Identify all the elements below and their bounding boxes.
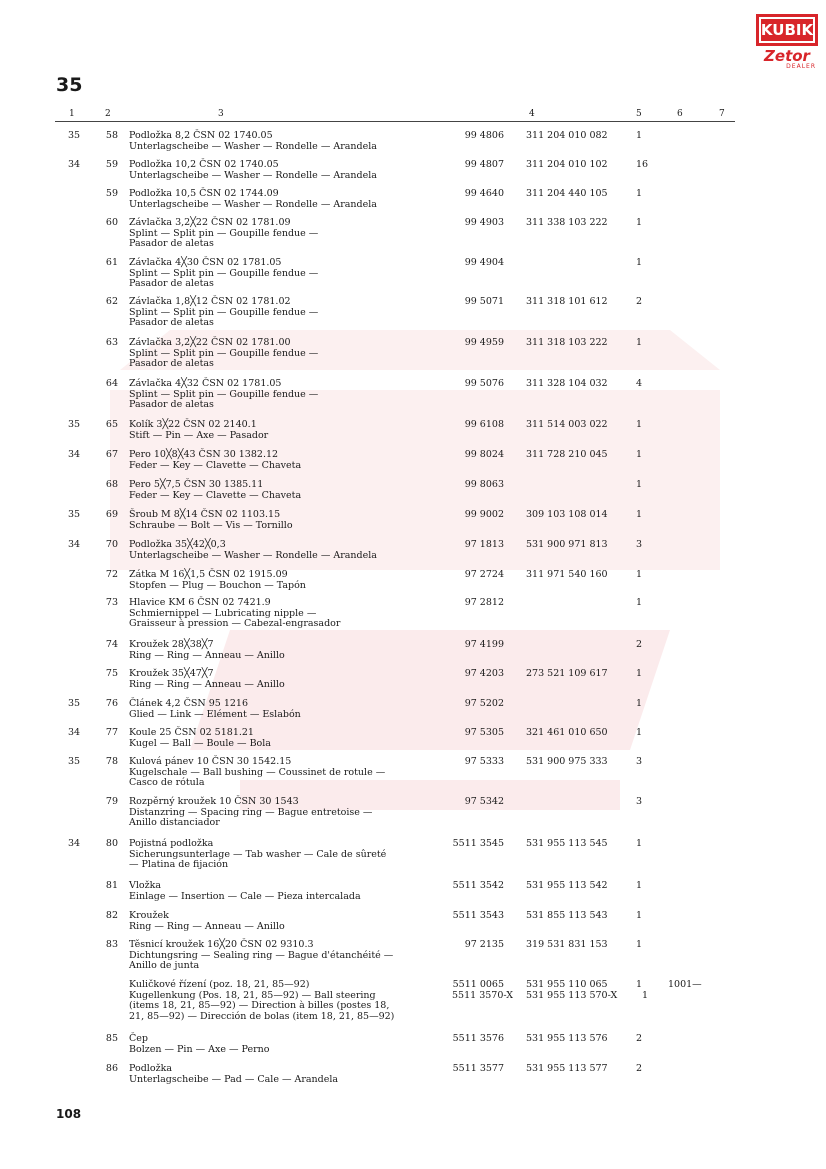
description-line: Těsnicí kroužek 16╳20 ČSN 02 9310.3 — [129, 939, 314, 950]
catalog-number-cell: 319 531 831 153 — [526, 939, 608, 950]
description-cell — [129, 839, 449, 871]
quantity-cell: 1 — [636, 838, 643, 849]
group-cell: 35 — [68, 756, 81, 767]
description-line: Schraube — Bolt — Vis — Tornillo — [129, 519, 293, 531]
catalog-number-cell: 311 328 104 032 — [526, 378, 608, 389]
description-line: Pasador de aletas — [129, 317, 214, 328]
position-cell: 83 — [105, 939, 118, 950]
description-line: Kugel — Ball — Boule — Bola — [129, 737, 271, 749]
header-col-6: 6 — [677, 109, 683, 119]
group-cell: 34 — [68, 159, 81, 170]
part-number-cell: 99 4959 — [464, 337, 504, 348]
description-cell — [129, 640, 449, 661]
part-number-cell: 97 4203 — [464, 668, 504, 679]
description-line: Unterlagscheibe — Washer — Rondelle — Arandela — [129, 549, 377, 561]
description-line: Vložka — [129, 880, 162, 891]
part-number-cell: 5511 0065 5511 3570-X — [452, 979, 514, 1001]
position-cell: 78 — [105, 756, 118, 767]
description-line: Kroužek 35╳47╳7 — [129, 668, 214, 679]
quantity-cell: 1 — [636, 698, 643, 709]
description-line: Zátka M 16╳1,5 ČSN 02 1915.09 — [129, 569, 288, 580]
description-line: Unterlagscheibe — Washer — Rondelle — Arandela — [129, 169, 377, 181]
catalog-number-cell: 531 955 113 542 — [526, 880, 608, 891]
logo-dealer-text: DEALER — [786, 63, 816, 70]
catalog-number-cell: 311 971 540 160 — [526, 569, 608, 580]
position-cell: 65 — [105, 419, 118, 430]
description-line: Ring — Ring — Anneau — Anillo — [129, 678, 285, 690]
quantity-cell: 1 — [636, 910, 643, 921]
description-cell — [129, 757, 449, 789]
logo-kubik-text: KUBIK — [756, 14, 818, 46]
serial-note-cell: 1001— — [668, 979, 702, 990]
part-number-cell: 99 4807 — [464, 159, 504, 170]
description-line: Ring — Ring — Anneau — Anillo — [129, 920, 285, 932]
position-cell: 86 — [105, 1063, 118, 1074]
part-number-cell: 5511 3542 — [452, 880, 504, 891]
part-number-cell: 99 4904 — [464, 257, 504, 268]
description-cell — [129, 258, 449, 290]
quantity-cell: 2 — [636, 296, 643, 307]
description-cell — [129, 297, 449, 329]
description-line: Glied — Link — Elément — Eslabón — [129, 708, 301, 720]
quantity-cell: 1 — [636, 509, 643, 520]
description-cell — [129, 379, 449, 411]
quantity-cell: 3 — [636, 539, 643, 550]
description-cell — [129, 881, 449, 902]
catalog-number-cell: 531 955 110 065 531 955 113 570-X — [526, 979, 618, 1001]
catalog-number-cell: 311 728 210 045 — [526, 449, 608, 460]
part-number-cell: 97 5342 — [464, 796, 504, 807]
description-cell — [129, 911, 449, 932]
part-number-cell: 97 5333 — [464, 756, 504, 767]
description-cell — [129, 420, 449, 441]
part-number-cell: 5511 3543 — [452, 910, 504, 921]
quantity-cell: 16 — [636, 159, 649, 170]
position-cell: 59 — [105, 159, 118, 170]
description-cell — [129, 669, 449, 690]
description-line: Rozpěrný kroužek 10 ČSN 30 1543 — [129, 796, 299, 807]
description-line: Kuličkové řízení (poz. 18, 21, 85—92) — [129, 979, 310, 990]
catalog-number-cell: 311 204 440 105 — [526, 188, 608, 199]
group-cell: 35 — [68, 130, 81, 141]
part-number-cell: 99 4640 — [464, 188, 504, 199]
description-line: Unterlagscheibe — Pad — Cale — Arandela — [129, 1073, 339, 1085]
description-line: Splint — Split pin — Goupille fendue — — [129, 347, 319, 359]
description-line: Pasador de aletas — [129, 358, 214, 369]
part-number-cell: 5511 3545 — [452, 838, 504, 849]
header-col-2: 2 — [105, 109, 111, 119]
description-cell — [129, 598, 449, 630]
catalog-number-cell: 273 521 109 617 — [526, 668, 608, 679]
part-number-cell: 5511 3576 — [452, 1033, 504, 1044]
description-line: Splint — Split pin — Goupille fendue — — [129, 388, 319, 400]
position-cell: 58 — [105, 130, 118, 141]
description-line: Podložka 8,2 ČSN 02 1740.05 — [129, 130, 273, 141]
description-line: Pero 5╳7,5 ČSN 30 1385.11 — [129, 479, 264, 490]
description-line: Schmiernippel — Lubricating nipple — — [129, 607, 317, 619]
description-cell — [129, 570, 449, 591]
part-number-cell: 5511 3577 — [452, 1063, 504, 1074]
position-cell: 62 — [105, 296, 118, 307]
part-number-cell: 99 5076 — [464, 378, 504, 389]
description-line: Hlavice KM 6 ČSN 02 7421.9 — [129, 597, 271, 608]
description-line: Kulová pánev 10 ČSN 30 1542.15 — [129, 756, 292, 767]
quantity-cell: 1 — [636, 419, 643, 430]
logo-zetor-text: Zetor — [764, 47, 810, 65]
section-number: 35 — [56, 74, 83, 96]
description-line: Koule 25 ČSN 02 5181.21 — [129, 727, 254, 738]
quantity-cell: 2 — [636, 1063, 643, 1074]
position-cell: 76 — [105, 698, 118, 709]
position-cell: 67 — [105, 449, 118, 460]
position-cell: 60 — [105, 217, 118, 228]
description-line: (items 18, 21, 85—92) — Direction à billes (postes 18, — [129, 1000, 390, 1011]
description-line: Bolzen — Pin — Axe — Perno — [129, 1043, 270, 1055]
description-line: Feder — Key — Clavette — Chaveta — [129, 459, 302, 471]
quantity-cell: 1 — [636, 217, 643, 228]
part-number-cell: 99 9002 — [464, 509, 504, 520]
description-line: Pasador de aletas — [129, 238, 214, 249]
quantity-cell: 1 — [636, 668, 643, 679]
catalog-number-cell: 531 855 113 543 — [526, 910, 608, 921]
description-line: Závlačka 3,2╳22 ČSN 02 1781.09 — [129, 217, 291, 228]
description-cell — [129, 797, 449, 829]
description-line: Splint — Split pin — Goupille fendue — — [129, 267, 319, 279]
description-cell — [129, 480, 449, 501]
position-cell: 81 — [105, 880, 118, 891]
part-number-cell: 99 4903 — [464, 217, 504, 228]
group-cell: 35 — [68, 419, 81, 430]
description-line: Podložka 10,5 ČSN 02 1744.09 — [129, 188, 279, 199]
part-number-cell: 97 2724 — [464, 569, 504, 580]
part-number-cell: 99 4806 — [464, 130, 504, 141]
catalog-number-cell: 311 204 010 082 — [526, 130, 608, 141]
description-line: Kroužek 28╳38╳7 — [129, 639, 214, 650]
description-line: Unterlagscheibe — Washer — Rondelle — Arandela — [129, 198, 377, 210]
header-col-7: 7 — [719, 109, 725, 119]
description-line: Kroužek — [129, 910, 169, 921]
quantity-cell: 1 — [636, 880, 643, 891]
description-cell — [129, 338, 449, 370]
description-line: Ring — Ring — Anneau — Anillo — [129, 649, 285, 661]
description-line: Šroub M 8╳14 ČSN 02 1103.15 — [129, 509, 281, 520]
quantity-cell: 2 — [636, 1033, 643, 1044]
description-line: Kolík 3╳22 ČSN 02 2140.1 — [129, 419, 257, 430]
description-cell — [129, 450, 449, 471]
quantity-cell: 1 1 — [636, 979, 649, 1001]
description-line: Unterlagscheibe — Washer — Rondelle — Arandela — [129, 140, 377, 152]
description-cell — [129, 218, 449, 250]
description-cell — [129, 160, 449, 181]
description-line: Závlačka 4╳30 ČSN 02 1781.05 — [129, 257, 282, 268]
position-cell: 69 — [105, 509, 118, 520]
description-line: Stift — Pin — Axe — Pasador — [129, 429, 269, 441]
group-cell: 34 — [68, 539, 81, 550]
quantity-cell: 1 — [636, 569, 643, 580]
position-cell: 80 — [105, 838, 118, 849]
description-cell — [129, 131, 449, 152]
header-col-3: 3 — [218, 109, 224, 119]
description-line: Graisseur à pression — Cabezal-engrasador — [129, 618, 341, 629]
description-line: Anillo distanciador — [129, 817, 220, 828]
description-cell — [129, 980, 449, 1022]
part-number-cell: 97 2135 — [464, 939, 504, 950]
group-cell: 34 — [68, 727, 81, 738]
description-cell — [129, 940, 449, 972]
description-line: Pojistná podložka — [129, 838, 214, 849]
part-number-cell: 97 1813 — [464, 539, 504, 550]
catalog-number-cell: 531 900 975 333 — [526, 756, 608, 767]
position-cell: 64 — [105, 378, 118, 389]
catalog-number-cell: 531 955 113 545 — [526, 838, 608, 849]
quantity-cell: 1 — [636, 479, 643, 490]
position-cell: 63 — [105, 337, 118, 348]
description-line: Einlage — Insertion — Cale — Pieza intercalada — [129, 890, 361, 902]
part-number-cell: 97 2812 — [464, 597, 504, 608]
description-cell — [129, 510, 449, 531]
quantity-cell: 4 — [636, 378, 643, 389]
description-line: Závlačka 3,2╳22 ČSN 02 1781.00 — [129, 337, 291, 348]
catalog-number-cell: 311 318 101 612 — [526, 296, 608, 307]
description-line: Splint — Split pin — Goupille fendue — — [129, 227, 319, 239]
description-line: — Platina de fijación — [129, 859, 229, 870]
position-cell: 77 — [105, 727, 118, 738]
description-line: Dichtungsring — Sealing ring — Bague d'étanchéité — — [129, 949, 394, 961]
catalog-number-cell: 311 514 003 022 — [526, 419, 608, 430]
description-line: 21, 85—92) — Dirección de bolas (item 18, 21, 85—92) — [129, 1010, 395, 1022]
part-number-cell: 99 6108 — [464, 419, 504, 430]
description-line: Sicherungsunterlage — Tab washer — Cale de sûreté — [129, 848, 387, 860]
description-cell — [129, 189, 449, 210]
quantity-cell: 1 — [636, 597, 643, 608]
part-number-cell: 97 5305 — [464, 727, 504, 738]
position-cell: 79 — [105, 796, 118, 807]
description-line: Kugellenkung (Pos. 18, 21, 85—92) — Ball steering — [129, 989, 376, 1001]
description-line: Pero 10╳8╳43 ČSN 30 1382.12 — [129, 449, 279, 460]
quantity-cell: 1 — [636, 130, 643, 141]
catalog-number-cell: 321 461 010 650 — [526, 727, 608, 738]
description-cell — [129, 728, 449, 749]
catalog-number-cell: 531 900 971 813 — [526, 539, 608, 550]
quantity-cell: 3 — [636, 796, 643, 807]
part-number-cell: 97 4199 — [464, 639, 504, 650]
position-cell: 75 — [105, 668, 118, 679]
quantity-cell: 1 — [636, 939, 643, 950]
group-cell: 35 — [68, 698, 81, 709]
description-line: Podložka 35╳42╳0,3 — [129, 539, 226, 550]
description-line: Anillo de junta — [129, 960, 200, 971]
position-cell: 70 — [105, 539, 118, 550]
quantity-cell: 1 — [636, 727, 643, 738]
quantity-cell: 1 — [636, 337, 643, 348]
group-cell: 34 — [68, 449, 81, 460]
part-number-cell: 97 5202 — [464, 698, 504, 709]
catalog-number-cell: 531 955 113 577 — [526, 1063, 608, 1074]
page-number: 108 — [56, 1107, 82, 1121]
description-line: Čep — [129, 1033, 148, 1044]
position-cell: 61 — [105, 257, 118, 268]
quantity-cell: 3 — [636, 756, 643, 767]
quantity-cell: 1 — [636, 257, 643, 268]
description-cell — [129, 1064, 449, 1085]
description-line: Závlačka 4╳32 ČSN 02 1781.05 — [129, 378, 282, 389]
quantity-cell: 2 — [636, 639, 643, 650]
description-line: Kugelschale — Ball bushing — Coussinet de rotule — — [129, 766, 386, 778]
description-line: Článek 4,2 ČSN 95 1216 — [129, 698, 249, 709]
position-cell: 82 — [105, 910, 118, 921]
quantity-cell: 1 — [636, 188, 643, 199]
header-col-4: 4 — [529, 109, 535, 119]
description-cell — [129, 699, 449, 720]
position-cell: 85 — [105, 1033, 118, 1044]
position-cell: 72 — [105, 569, 118, 580]
description-cell — [129, 540, 449, 561]
description-line: Feder — Key — Clavette — Chaveta — [129, 489, 302, 501]
description-line: Závlačka 1,8╳12 ČSN 02 1781.02 — [129, 296, 291, 307]
position-cell: 73 — [105, 597, 118, 608]
position-cell: 68 — [105, 479, 118, 490]
description-cell — [129, 1034, 449, 1055]
part-number-cell: 99 8063 — [464, 479, 504, 490]
part-number-cell: 99 8024 — [464, 449, 504, 460]
position-cell: 74 — [105, 639, 118, 650]
description-line: Splint — Split pin — Goupille fendue — — [129, 306, 319, 318]
catalog-number-cell: 311 338 103 222 — [526, 217, 608, 228]
group-cell: 34 — [68, 838, 81, 849]
description-line: Pasador de aletas — [129, 399, 214, 410]
group-cell: 35 — [68, 509, 81, 520]
description-line: Stopfen — Plug — Bouchon — Tapón — [129, 579, 306, 591]
description-line: Casco de rótula — [129, 777, 205, 788]
header-col-5: 5 — [636, 109, 642, 119]
kubik-zetor-logo — [756, 14, 818, 68]
description-line: Distanzring — Spacing ring — Bague entretoise — — [129, 806, 373, 818]
catalog-number-cell: 531 955 113 576 — [526, 1033, 608, 1044]
column-header-row — [55, 108, 735, 122]
header-col-1: 1 — [69, 109, 75, 119]
catalog-number-cell: 311 318 103 222 — [526, 337, 608, 348]
position-cell: 59 — [105, 188, 118, 199]
quantity-cell: 1 — [636, 449, 643, 460]
description-line: Podložka 10,2 ČSN 02 1740.05 — [129, 159, 279, 170]
catalog-number-cell: 309 103 108 014 — [526, 509, 608, 520]
description-line: Podložka — [129, 1063, 172, 1074]
catalog-number-cell: 311 204 010 102 — [526, 159, 608, 170]
description-line: Pasador de aletas — [129, 278, 214, 289]
part-number-cell: 99 5071 — [464, 296, 504, 307]
